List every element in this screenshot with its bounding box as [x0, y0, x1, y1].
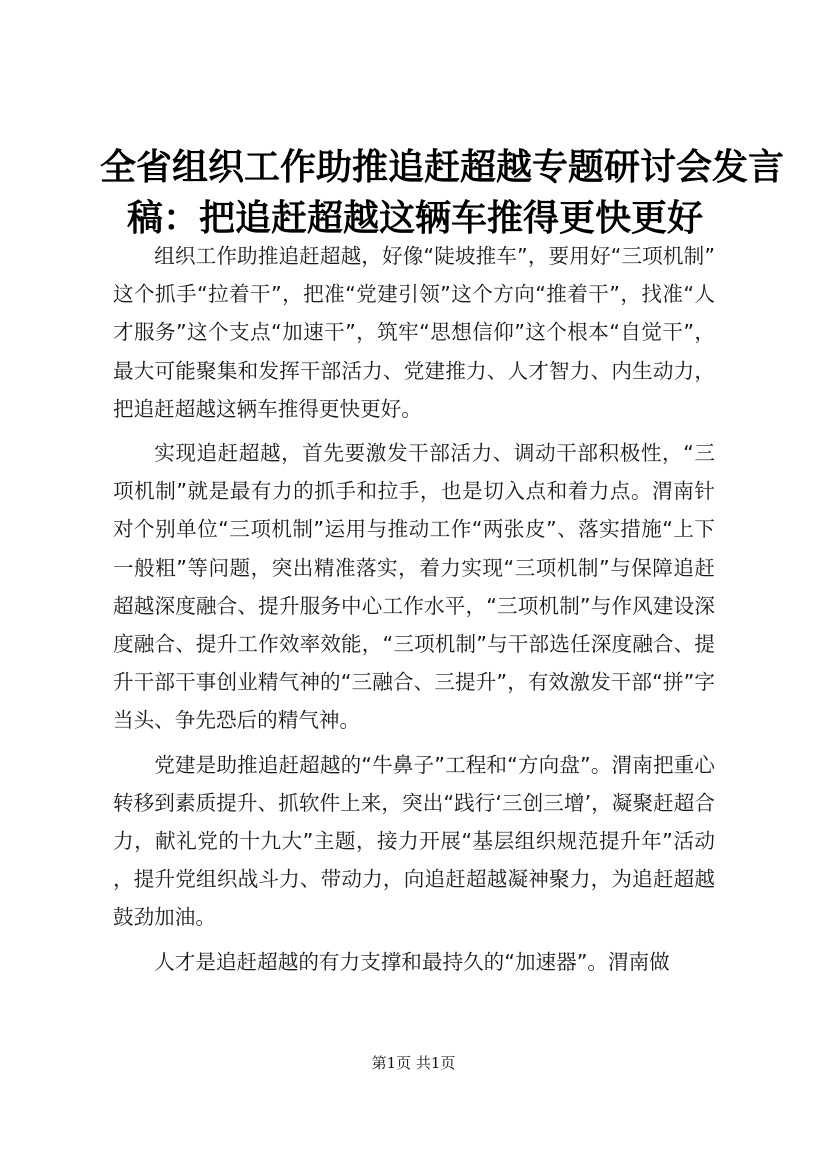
paragraph-4: 人才是追赶超越的有力支撑和最持久的“加速器”。渭南做 [154, 949, 670, 974]
paragraph-1: 组织工作助推追赶超越，好像“陡坡推车”，要用好“三项机制”这个抓手“拉着干”，把准“党建引领”这个方向“推着干”，找准“人才服务”这个支点“加速干”，筑牢“思想信仰”这个根本“自觉干”，最大可能聚集和发挥干部活力、党建推力、人才智力、内生动力，把追赶超越这辆车推得更快更好。 [113, 244, 715, 421]
paragraph-2: 实现追赶超越，首先要激发干部活力、调动干部积极性，“三项机制”就是最有力的抓手和拉手，也是切入点和着力点。渭南针对个别单位“三项机制”运用与推动工作“两张皮”、落实措施“上下一般粗”等问题，突出精准落实，着力实现“三项机制”与保障追赶超越深度融合、提升服务中心工作水平，“三项机制”与作风建设深度融合、提升工作效率效能，“三项机制”与干部选任深度融合、提升干部干事创业精气神的“三融合、三提升”，有效激发干部“拼”字当头、争先恐后的精气神。 [113, 441, 715, 733]
document-body [113, 237, 715, 987]
title-line-1: 全省组织工作助推追赶超越专题研讨会发言 [100, 146, 785, 188]
page-footer [0, 1052, 827, 1073]
document-title [100, 142, 785, 244]
paragraph-3: 党建是助推追赶超越的“牛鼻子”工程和“方向盘”。渭南把重心转移到素质提升、抓软件上来，突出“践行‘三创三增’，凝聚赶超合力，献礼党的十九大”主题，接力开展“基层组织规范提升年”活动，提升党组织战斗力、带动力，向追赶超越凝神聚力，为追赶超越鼓劲加油。 [113, 752, 715, 930]
title-line-2: 稿：把追赶超越这辆车推得更快更好 [126, 197, 703, 239]
page-number-label: 第1页 共1页 [371, 1054, 456, 1072]
